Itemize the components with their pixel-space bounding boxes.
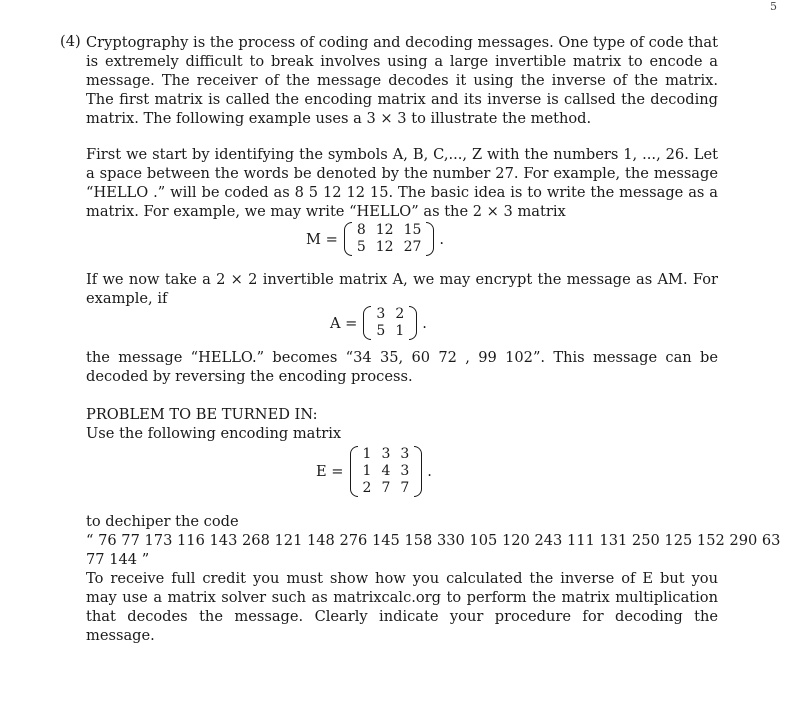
problem-number: (4) bbox=[60, 33, 81, 50]
first-paragraph: First we start by identifying the symbols A, B, C,..., Z with the numbers 1, ..., 26. Let a space between the words be denoted by the number 27. For example, the message “HELLO .” will be coded as 8 5 12 12 15. The basic idea is to write the message as a matrix. For example, we may write “HELLO” as the 2 × 3 matrix bbox=[86, 146, 718, 220]
code-line-1: “ 76 77 173 116 143 268 121 148 276 145 158 330 105 120 243 111 131 250 125 152 290 63 bbox=[86, 532, 781, 549]
matrix-e bbox=[350, 446, 423, 497]
matrix-m-cell: 27 bbox=[403, 239, 422, 255]
matrix-m-cell: 8 bbox=[356, 222, 366, 238]
matrix-e-cell: 7 bbox=[381, 480, 391, 496]
matrix-a-row bbox=[371, 323, 409, 340]
matrix-e-cell: 3 bbox=[400, 446, 410, 462]
matrix-e-cell: 2 bbox=[362, 480, 372, 496]
matrix-m-cell: 5 bbox=[356, 239, 366, 255]
matrix-m-row bbox=[352, 222, 427, 239]
matrix-m-period: . bbox=[439, 230, 445, 248]
matrix-e-cell: 3 bbox=[400, 463, 410, 479]
matrix-e-cell: 4 bbox=[381, 463, 391, 479]
matrix-e-cell: 7 bbox=[400, 480, 410, 496]
matrix-m-cell: 12 bbox=[375, 222, 394, 238]
matrix-e-cell: 1 bbox=[362, 446, 372, 462]
matrix-a-equation bbox=[330, 306, 427, 340]
matrix-m-cell: 15 bbox=[403, 222, 422, 238]
matrix-m-row bbox=[352, 239, 427, 256]
matrix-a-cell: 3 bbox=[376, 306, 386, 322]
code-line-2: 77 144 ” bbox=[86, 551, 150, 568]
intro-paragraph: Cryptography is the process of coding and decoding messages. One type of code that is extremely difficult to break involves using a large invertible matrix to encode a message. The receiver of the message decodes it using the inverse of the matrix. The first matrix is called the encoding matrix and its inverse is callsed the decoding matrix. The following example uses a 3 × 3 to illustrate the method. bbox=[86, 34, 718, 127]
matrix-e-row bbox=[358, 463, 415, 480]
matrix-e-label: E = bbox=[316, 463, 344, 480]
matrix-e-cell: 1 bbox=[362, 463, 372, 479]
matrix-a-cell: 1 bbox=[395, 323, 405, 339]
matrix-e-equation bbox=[316, 446, 432, 497]
matrix-m-label: M = bbox=[306, 230, 338, 248]
matrix-m-cell: 12 bbox=[375, 239, 394, 255]
problem-heading: PROBLEM TO BE TURNED IN: bbox=[86, 406, 318, 423]
matrix-a-row bbox=[371, 306, 409, 323]
matrix-m bbox=[344, 222, 435, 256]
matrix-e-period: . bbox=[427, 463, 432, 480]
matrix-a-cell: 5 bbox=[376, 323, 386, 339]
matrix-a-label: A = bbox=[330, 314, 358, 332]
matrix-e-row bbox=[358, 480, 415, 497]
second-paragraph: If we now take a 2 × 2 invertible matrix A, we may encrypt the message as AM. For example, if bbox=[86, 271, 718, 307]
matrix-a-period: . bbox=[422, 314, 427, 332]
matrix-e-row bbox=[358, 446, 415, 463]
matrix-a-cell: 2 bbox=[395, 306, 405, 322]
matrix-a bbox=[363, 306, 417, 340]
third-paragraph: the message “HELLO.” becomes “34 35, 60 72 , 99 102”. This message can be decoded by reversing the encoding process. bbox=[86, 349, 718, 385]
decipher-line: to dechiper the code bbox=[86, 513, 239, 530]
final-paragraph: To receive full credit you must show how you calculated the inverse of E but you may use a matrix solver such as matrixcalc.org to perform the matrix multiplication that decodes the message. Clearly indicate your procedure for decoding the message. bbox=[86, 570, 718, 644]
matrix-m-equation bbox=[306, 222, 444, 256]
matrix-e-cell: 3 bbox=[381, 446, 391, 462]
use-line: Use the following encoding matrix bbox=[86, 425, 342, 442]
page-number: 5 bbox=[770, 0, 777, 13]
